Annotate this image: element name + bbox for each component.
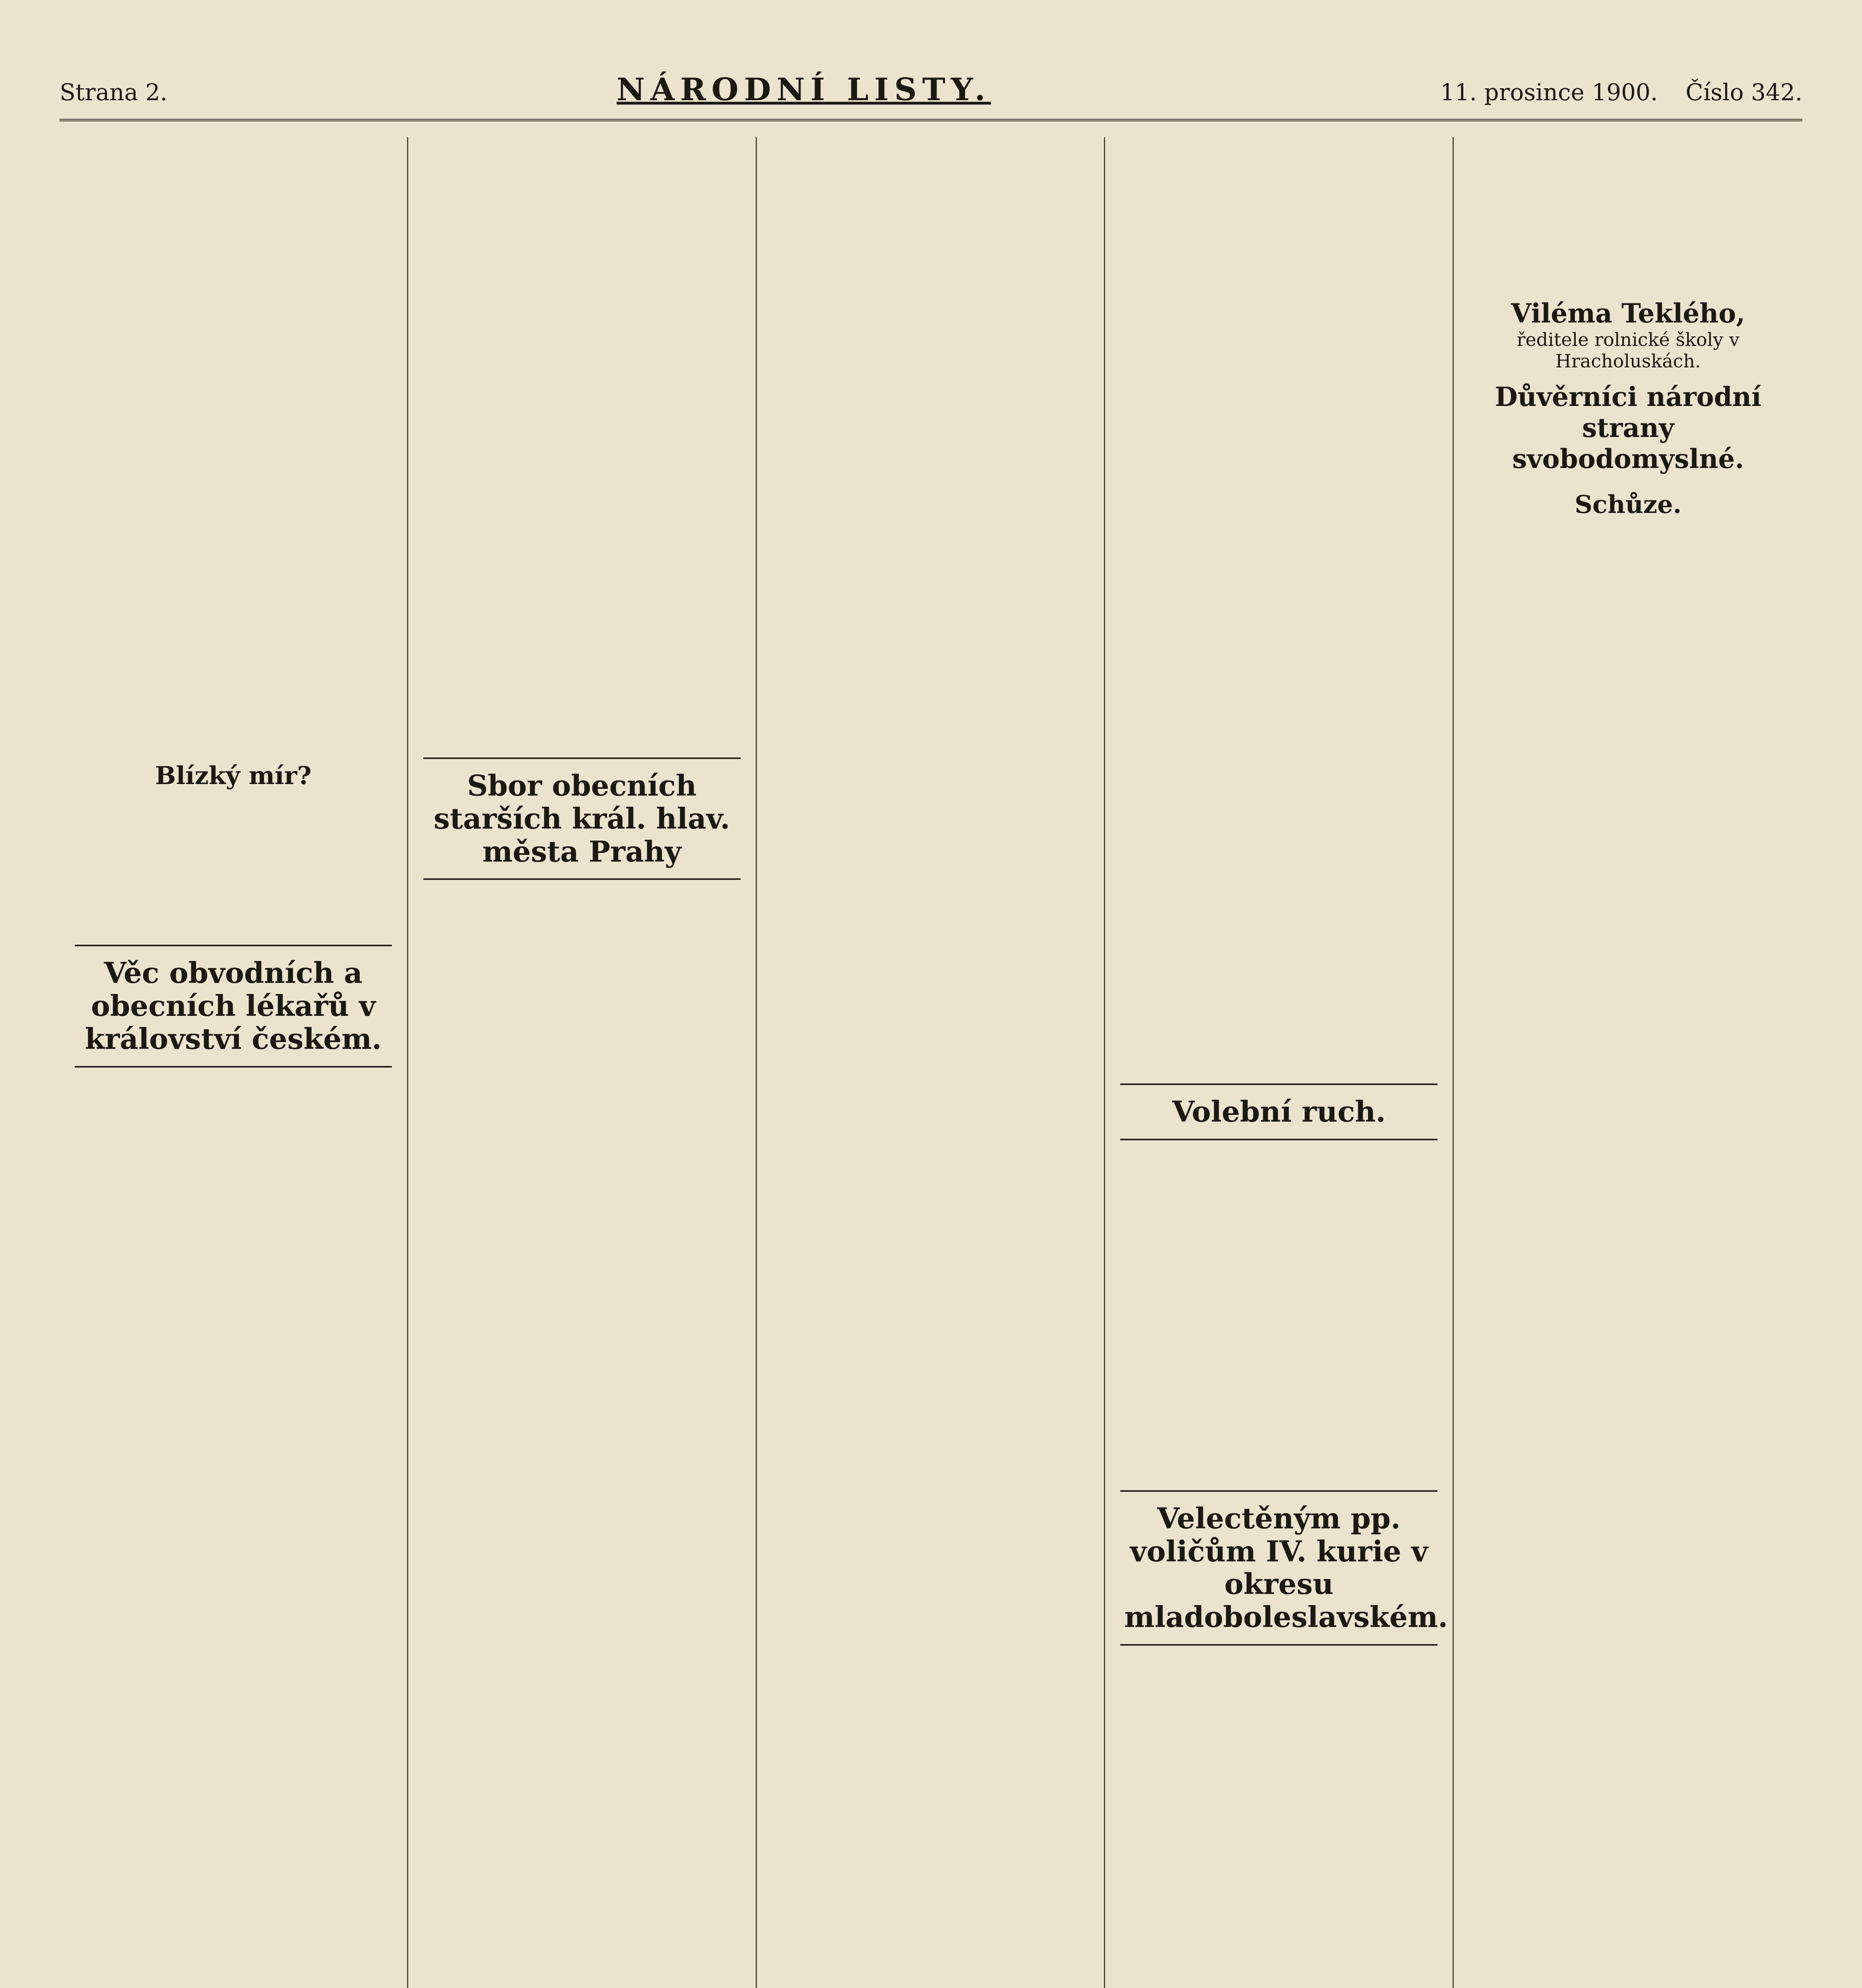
- newspaper-title: NÁRODNÍ LISTY.: [617, 72, 991, 108]
- heading-velectenym-volicum: Velectěným pp. voličům IV. kurie v okresu mladoboleslavském.: [1120, 1490, 1437, 1646]
- date-issue: [1440, 79, 1802, 106]
- column-1: [60, 137, 408, 1988]
- masthead: [60, 72, 1802, 121]
- issue-date: 11. prosince 1900.: [1440, 79, 1658, 106]
- column-4: [1105, 137, 1454, 1988]
- signoff-line: ředitele rolnické školy v Hracholuskách.: [1517, 329, 1740, 372]
- signoff-group: Důvěrníci národní strany svobodomyslné.: [1495, 381, 1761, 474]
- column-2: [408, 137, 757, 1988]
- article-columns: [60, 137, 1802, 1988]
- signoff-name: Viléma Teklého,: [1511, 298, 1746, 329]
- heading-sbor-obecnich: Sbor obecních starších král. hlav. města Prahy: [423, 757, 741, 880]
- column-3: [757, 137, 1106, 1988]
- heading-schuze: Schůze.: [1575, 490, 1682, 519]
- heading-volebni-ruch: Volební ruch.: [1120, 1083, 1437, 1140]
- heading-blizky-mir: Blízký mír?: [155, 761, 312, 790]
- page-number: Strana 2.: [60, 79, 168, 106]
- heading-vec-lekaru: Věc obvodních a obecních lékařů v království českém.: [75, 945, 392, 1067]
- issue-number: Číslo 342.: [1685, 79, 1802, 106]
- column-5: [1454, 137, 1802, 1988]
